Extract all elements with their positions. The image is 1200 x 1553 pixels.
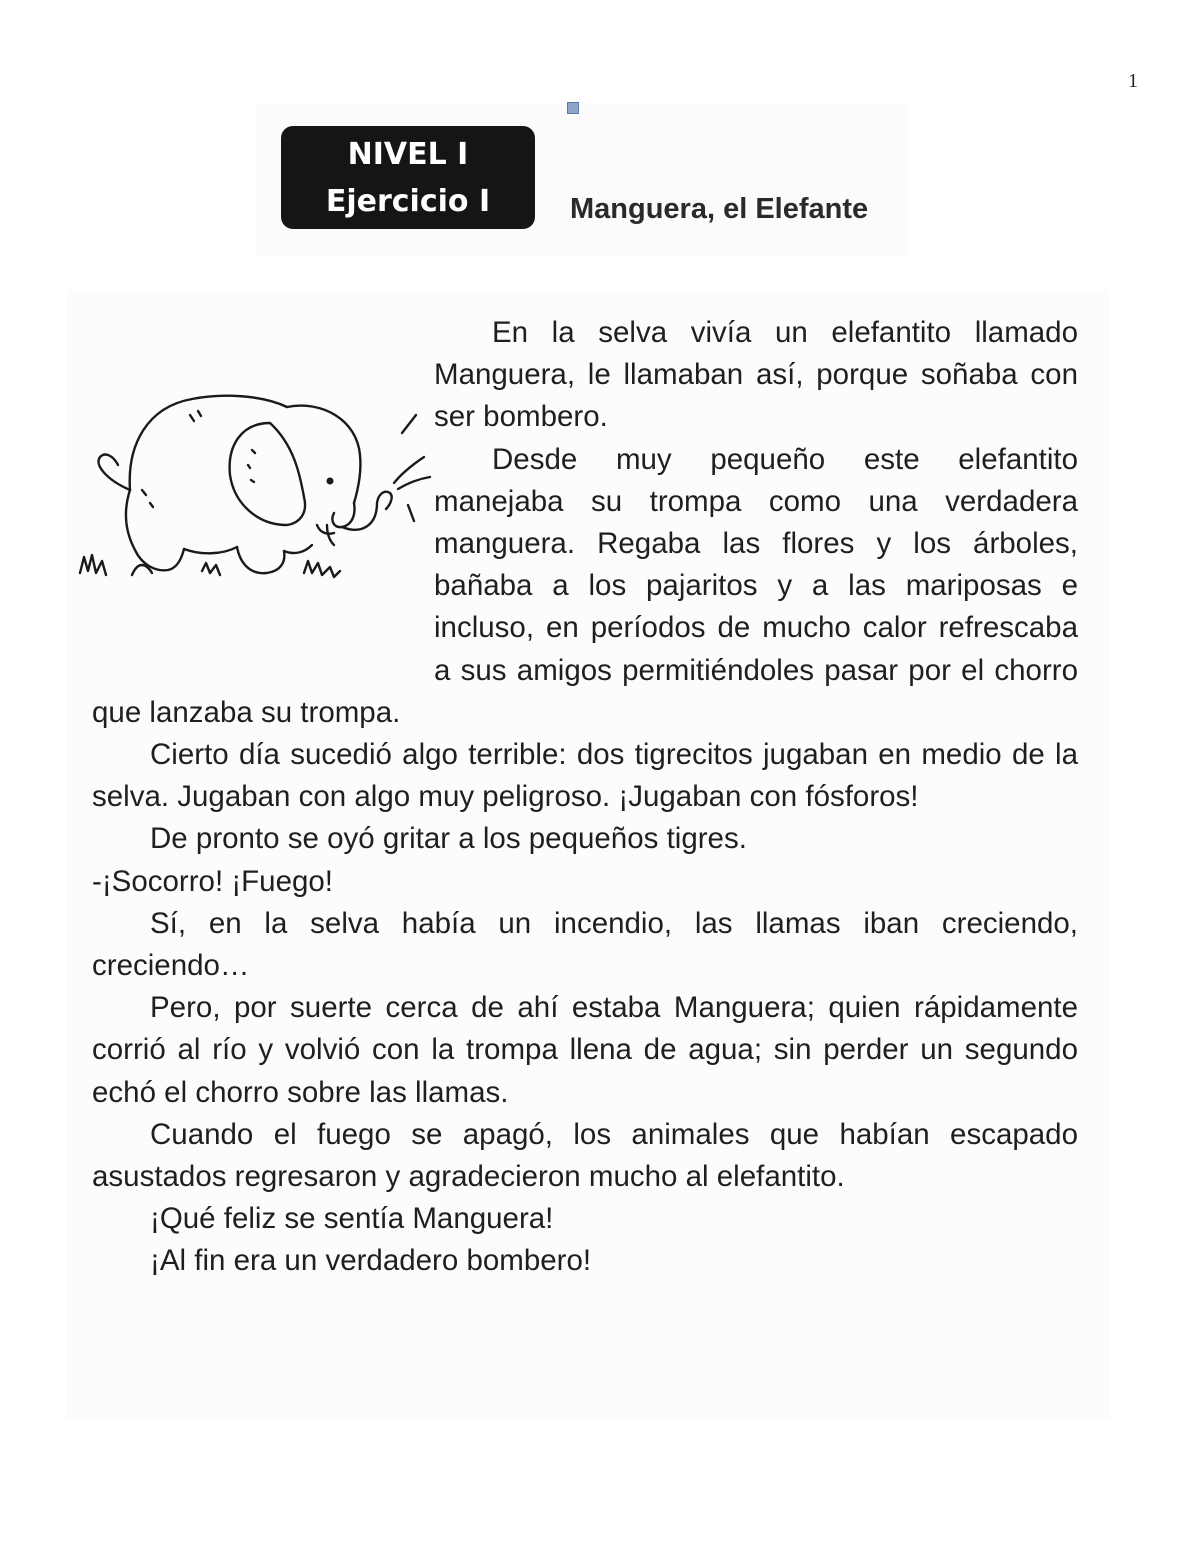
page-number: 1	[1128, 70, 1138, 92]
story-title: Manguera, el Elefante	[570, 193, 869, 225]
level-label: NIVEL I	[347, 136, 469, 172]
illustration-space	[92, 312, 434, 684]
level-badge	[281, 126, 535, 229]
story-text	[92, 312, 1078, 1283]
story-paragraph: ¡Al fin era un verdadero bombero!	[150, 1244, 592, 1278]
story-paragraph: Desde muy pequeño este elefantito manejaba su trompa como una verdadera manguera. Regaba las flores y los árboles, bañaba a los pajaritos y a las mariposas e incluso, en períodos de mucho calor refrescaba a sus amigos permitiéndoles pasar por el chorro que lanzaba su trompa.	[92, 442, 1078, 729]
story-paragraph: De pronto se oyó gritar a los pequeños tigres.	[150, 822, 747, 856]
exercise-label: Ejercicio I	[325, 183, 491, 219]
story-paragraph: ¡Qué feliz se sentía Manguera!	[150, 1202, 554, 1236]
story-paragraph: Sí, en la selva había un incendio, las llamas iban creciendo, creciendo…	[92, 906, 1078, 983]
selection-marker-icon	[567, 102, 579, 114]
story-paragraph: Pero, por suerte cerca de ahí estaba Manguera; quien rápidamente corrió al río y volvió con la trompa llena de agua; sin perder un segundo echó el chorro sobre las llamas.	[92, 991, 1078, 1109]
story-paragraph: En la selva vivía un elefantito llamado Manguera, le llamaban así, porque soñaba con ser bombero.	[434, 316, 1078, 434]
story-paragraph: -¡Socorro! ¡Fuego!	[92, 864, 333, 898]
story-paragraph: Cierto día sucedió algo terrible: dos tigrecitos jugaban en medio de la selva. Jugaban con algo muy peligroso. ¡Jugaban con fósforos!	[92, 738, 1078, 814]
story-paragraph: Cuando el fuego se apagó, los animales que habían escapado asustados regresaron y agradecieron mucho al elefantito.	[92, 1117, 1078, 1194]
